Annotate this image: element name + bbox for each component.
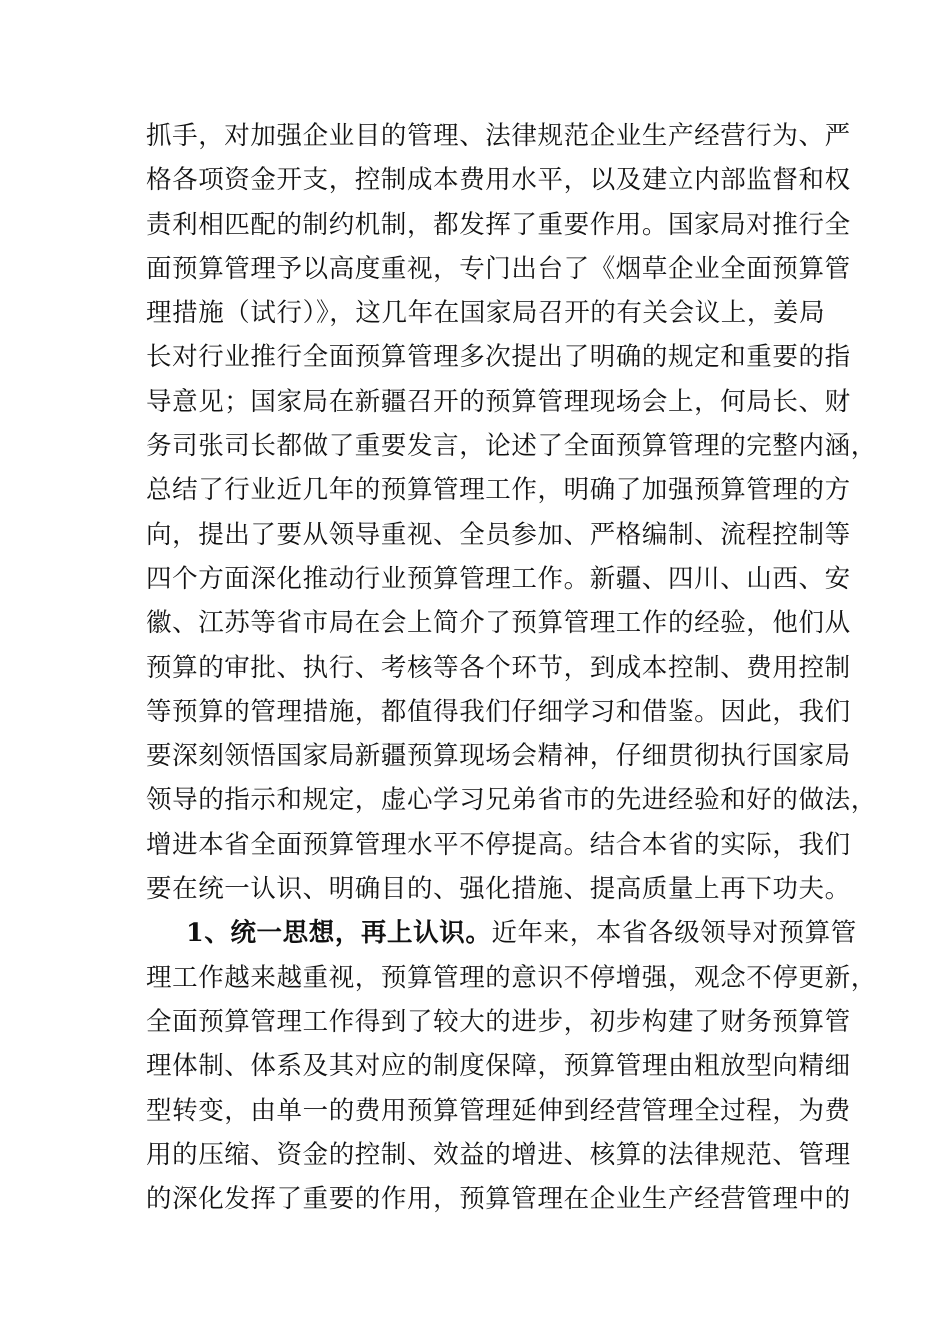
text-line: 导意见；国家局在新疆召开的预算管理现场会上，何局长、财 [146, 386, 851, 417]
text-line: 的深化发挥了重要的作用，预算管理在企业生产经营管理中的 [146, 1184, 851, 1215]
text-line: 要深刻领悟国家局新疆预算现场会精神，仔细贯彻执行国家局 [146, 741, 851, 772]
text-line: 要在统一认识、明确目的、强化措施、提高质量上再下功夫。 [146, 874, 851, 905]
text-line: 增进本省全面预算管理水平不停提高。结合本省的实际，我们 [146, 829, 851, 860]
text-line: 等预算的管理措施，都值得我们仔细学习和借鉴。因此，我们 [146, 696, 851, 727]
paragraph-first-line [146, 911, 857, 955]
text-line: 预算的审批、执行、考核等各个环节，到成本控制、费用控制 [146, 652, 851, 683]
section-heading: 1、统一思想，再上认识。 [186, 918, 492, 949]
text-line: 型转变，由单一的费用预算管理延伸到经营管理全过程，为费 [146, 1095, 851, 1126]
text-line: 向，提出了要从领导重视、全员参加、严格编制、流程控制等 [146, 519, 851, 550]
text-line: 四个方面深化推动行业预算管理工作。新疆、四川、山西、安 [146, 563, 851, 594]
text-line: 抓手，对加强企业目的管理、法律规范企业生产经营行为、严 [146, 121, 851, 151]
text-line: 理工作越来越重视，预算管理的意识不停增强，观念不停更新， [146, 962, 877, 993]
paragraph-1 [146, 114, 877, 911]
text-line: 面预算管理予以高度重视，专门出台了《烟草企业全面预算管 [146, 253, 851, 284]
text-run: 近年来，本省各级领导对预算管 [491, 918, 857, 949]
text-line: 理体制、体系及其对应的制度保障，预算管理由粗放型向精细 [146, 1051, 851, 1082]
text-line: 领导的指示和规定，虚心学习兄弟省市的先进经验和好的做法， [146, 785, 877, 816]
text-line: 用的压缩、资金的控制、效益的增进、核算的法律规范、管理 [146, 1139, 851, 1170]
body-text [146, 114, 877, 1221]
text-line: 总结了行业近几年的预算管理工作，明确了加强预算管理的方 [146, 475, 851, 506]
text-line: 全面预算管理工作得到了较大的进步，初步构建了财务预算管 [146, 1006, 851, 1037]
text-line: 务司张司长都做了重要发言，论述了全面预算管理的完整内涵， [146, 431, 877, 462]
text-line: 责利相匹配的制约机制，都发挥了重要作用。国家局对推行全 [146, 209, 851, 240]
text-line: 长对行业推行全面预算管理多次提出了明确的规定和重要的指 [146, 342, 851, 373]
text-line: 徽、江苏等省市局在会上简介了预算管理工作的经验，他们从 [146, 608, 851, 639]
text-line: 格各项资金开支，控制成本费用水平，以及建立内部监督和权 [146, 165, 851, 196]
paragraph-2 [146, 911, 877, 1221]
text-line: 理措施（试行）》，这几年在国家局召开的有关会议上，姜局 [146, 298, 826, 329]
